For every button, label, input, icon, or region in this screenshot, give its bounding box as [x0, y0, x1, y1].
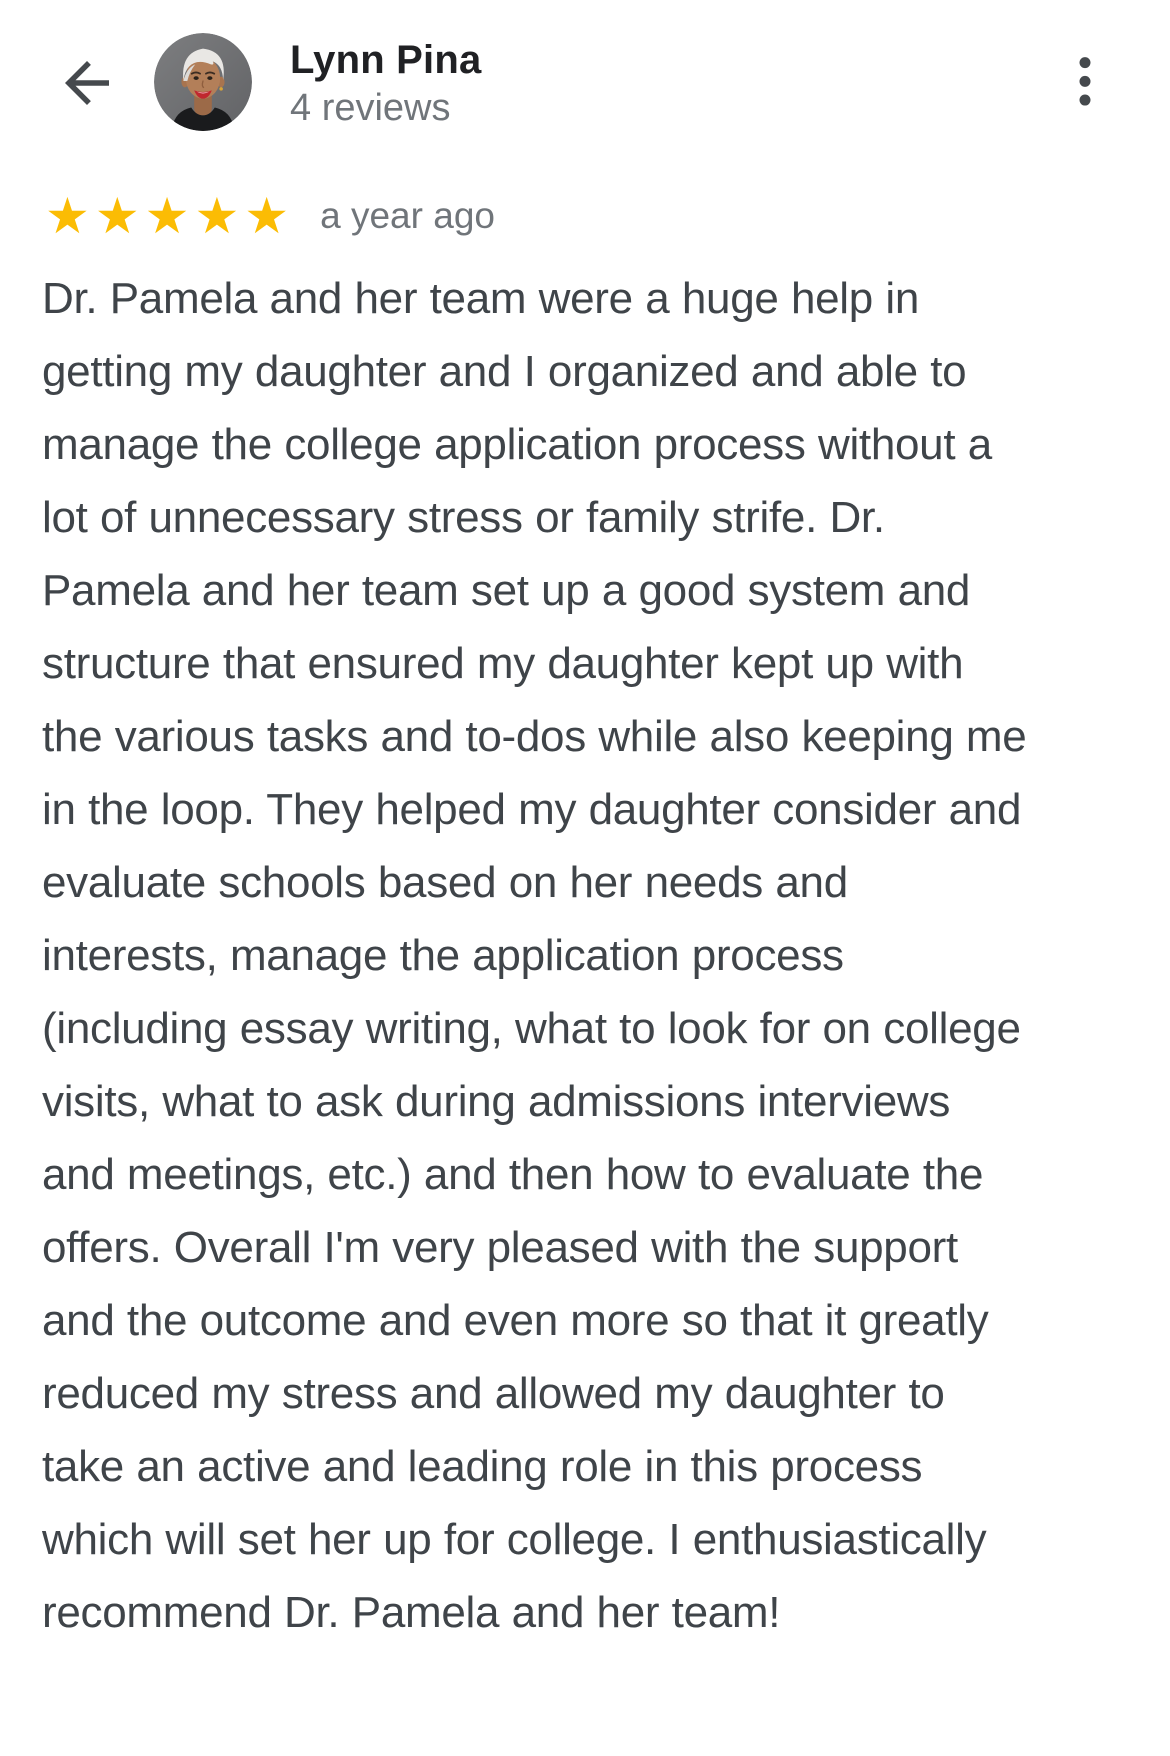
- more-options-button[interactable]: [1049, 40, 1121, 126]
- reviewer-review-count: 4 reviews: [290, 87, 451, 129]
- avatar[interactable]: [154, 33, 252, 131]
- review-header: [0, 0, 1170, 160]
- back-button[interactable]: [52, 48, 122, 118]
- rating-row: [45, 188, 495, 244]
- kebab-menu-icon: [1068, 50, 1102, 116]
- reviewer-name: Lynn Pina: [290, 38, 482, 82]
- star-rating: ★★★★★: [45, 187, 295, 245]
- reviewer-info: [290, 36, 481, 130]
- review-date: a year ago: [320, 195, 495, 236]
- arrow-left-icon: [54, 50, 120, 116]
- review-text: Dr. Pamela and her team were a huge help in getting my daughter and I organized and able to manage the college application process without a lot of unnecessary stress or family strife. Dr. Pamela and her team set up a good system and structure that ensured my daughter kept up with the various tasks and to-dos while also keeping me in the loop. They helped my daughter consider and evaluate schools based on her needs and interests, manage the application process (including essay writing, what to look for on college visits, what to ask during admissions interviews and meetings, etc.) and then how to evaluate the offers. Overall I'm very pleased with the support and the outcome and even more so that it greatly reduced my stress and allowed my daughter to take an active and leading role in this process which will set her up for college. I enthusiastically recommend Dr. Pamela and her team!: [42, 274, 1027, 1637]
- profile-photo: [154, 33, 252, 131]
